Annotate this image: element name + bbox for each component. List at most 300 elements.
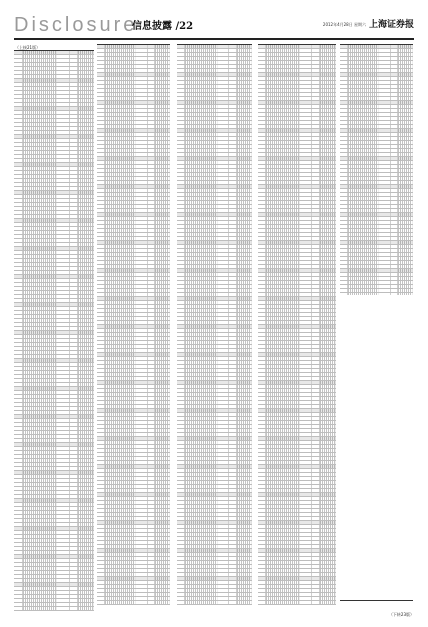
table-cell <box>340 293 348 295</box>
table-cell <box>78 523 94 526</box>
table-cell <box>229 57 237 60</box>
table-cell <box>185 549 218 552</box>
table-cell <box>105 109 137 112</box>
table-cell <box>379 229 390 232</box>
table-cell <box>300 349 312 352</box>
table-cell <box>23 175 58 178</box>
table-cell <box>136 293 147 296</box>
table-cell <box>23 287 58 290</box>
table-cell <box>258 333 266 336</box>
table-cell <box>70 55 79 58</box>
table-cell <box>155 521 170 524</box>
table-cell <box>78 431 94 434</box>
table-cell <box>340 101 348 104</box>
table-cell <box>218 329 230 332</box>
table-cell <box>57 115 69 118</box>
table-cell <box>218 189 230 192</box>
table-cell <box>177 93 185 96</box>
table-cell <box>391 157 399 160</box>
table-cell <box>57 443 69 446</box>
table-cell <box>155 565 170 568</box>
table-cell <box>312 81 320 84</box>
table-cell <box>312 385 320 388</box>
table-cell <box>229 97 237 100</box>
table-cell <box>97 429 105 432</box>
table-cell <box>300 289 312 292</box>
table-cell <box>266 109 300 112</box>
table-cell <box>14 99 23 102</box>
table-cell <box>136 349 147 352</box>
table-cell <box>57 383 69 386</box>
table-cell <box>105 297 137 300</box>
table-cell <box>320 373 336 376</box>
table-cell <box>300 253 312 256</box>
table-cell <box>258 161 266 164</box>
table-cell <box>177 369 185 372</box>
table-cell <box>78 567 94 570</box>
table-cell <box>14 147 23 150</box>
table-cell <box>237 537 252 540</box>
table-cell <box>97 505 105 508</box>
table-cell <box>70 243 79 246</box>
table-cell <box>136 109 147 112</box>
table-cell <box>23 155 58 158</box>
table-cell <box>70 71 79 74</box>
table-cell <box>258 349 266 352</box>
table-cell <box>320 549 336 552</box>
table-cell <box>391 189 399 192</box>
table-cell <box>185 349 218 352</box>
table-cell <box>312 501 320 504</box>
table-cell <box>185 169 218 172</box>
table-cell <box>312 305 320 308</box>
table-cell <box>70 455 79 458</box>
table-cell <box>237 385 252 388</box>
table-cell <box>14 227 23 230</box>
table-cell <box>229 293 237 296</box>
table-cell <box>148 173 156 176</box>
table-cell <box>348 97 380 100</box>
table-cell <box>348 117 380 120</box>
table-cell <box>57 95 69 98</box>
table-cell <box>70 475 79 478</box>
table-cell <box>97 389 105 392</box>
table-cell <box>312 401 320 404</box>
table-cell <box>148 393 156 396</box>
table-cell <box>320 81 336 84</box>
table-cell <box>70 103 79 106</box>
table-cell <box>237 205 252 208</box>
table-cell <box>78 55 94 58</box>
table-cell <box>148 385 156 388</box>
table-cell <box>218 301 230 304</box>
table-cell <box>266 457 300 460</box>
table-cell <box>312 217 320 220</box>
table-cell <box>348 85 380 88</box>
table-cell <box>266 417 300 420</box>
table-cell <box>155 57 170 60</box>
table-cell <box>148 421 156 424</box>
table-cell <box>312 461 320 464</box>
table-cell <box>398 145 413 148</box>
table-cell <box>155 253 170 256</box>
table-cell <box>148 473 156 476</box>
table-cell <box>14 415 23 418</box>
table-cell <box>155 477 170 480</box>
table-cell <box>379 225 390 228</box>
table-cell <box>97 61 105 64</box>
table-cell <box>312 309 320 312</box>
table-cell <box>312 205 320 208</box>
table-cell <box>229 297 237 300</box>
table-cell <box>218 373 230 376</box>
table-cell <box>155 265 170 268</box>
table-cell <box>78 103 94 106</box>
table-cell <box>177 293 185 296</box>
table-cell <box>57 423 69 426</box>
table-cell <box>348 109 380 112</box>
table-cell <box>237 149 252 152</box>
table-cell <box>258 201 266 204</box>
table-cell <box>177 585 185 588</box>
table-cell <box>258 121 266 124</box>
table-cell <box>177 361 185 364</box>
table-cell <box>148 177 156 180</box>
table-cell <box>312 105 320 108</box>
table-cell <box>105 521 137 524</box>
table-cell <box>348 177 380 180</box>
table-cell <box>148 293 156 296</box>
table-cell <box>97 557 105 560</box>
table-cell <box>320 225 336 228</box>
table-cell <box>148 353 156 356</box>
table-cell <box>398 169 413 172</box>
table-cell <box>177 457 185 460</box>
table-cell <box>105 393 137 396</box>
table-cell <box>185 509 218 512</box>
table-cell <box>14 399 23 402</box>
table-cell <box>70 279 79 282</box>
table-cell <box>300 133 312 136</box>
table-cell <box>312 437 320 440</box>
table-cell <box>57 159 69 162</box>
table-cell <box>185 365 218 368</box>
table-cell <box>229 429 237 432</box>
table-cell <box>229 197 237 200</box>
table-cell <box>312 45 320 48</box>
table-cell <box>312 301 320 304</box>
table-cell <box>312 185 320 188</box>
table-cell <box>258 81 266 84</box>
table-cell <box>320 437 336 440</box>
table-cell <box>148 345 156 348</box>
table-cell <box>320 361 336 364</box>
table-cell <box>300 249 312 252</box>
table-cell <box>348 73 380 76</box>
table-cell <box>185 253 218 256</box>
table-cell <box>237 593 252 596</box>
table-cell <box>229 289 237 292</box>
table-cell <box>97 381 105 384</box>
table-cell <box>391 173 399 176</box>
table-cell <box>218 281 230 284</box>
table-cell <box>258 285 266 288</box>
table-cell <box>23 311 58 314</box>
table-cell <box>398 49 413 52</box>
table-cell <box>218 217 230 220</box>
table-cell <box>97 305 105 308</box>
table-cell <box>70 59 79 62</box>
table-cell <box>379 197 390 200</box>
table-cell <box>266 285 300 288</box>
table-cell <box>14 211 23 214</box>
table-cell <box>105 193 137 196</box>
table-cell <box>348 245 380 248</box>
table-cell <box>320 209 336 212</box>
table-cell <box>57 135 69 138</box>
table-cell <box>320 101 336 104</box>
table-cell <box>136 249 147 252</box>
table-cell <box>78 219 94 222</box>
table-cell <box>229 241 237 244</box>
table-cell <box>320 73 336 76</box>
table-cell <box>177 545 185 548</box>
table-cell <box>229 245 237 248</box>
table-cell <box>312 493 320 496</box>
table-cell <box>23 231 58 234</box>
table-cell <box>148 105 156 108</box>
table-cell <box>148 69 156 72</box>
table-cell <box>148 457 156 460</box>
table-cell <box>155 245 170 248</box>
table-cell <box>348 201 380 204</box>
table-cell <box>70 207 79 210</box>
table-cell <box>78 475 94 478</box>
table-cell <box>155 473 170 476</box>
table-cell <box>14 319 23 322</box>
table-cell <box>229 365 237 368</box>
table-cell <box>14 347 23 350</box>
table-cell <box>148 145 156 148</box>
table-cell <box>229 145 237 148</box>
table-cell <box>237 193 252 196</box>
table-cell <box>148 253 156 256</box>
table-cell <box>148 485 156 488</box>
table-cell <box>320 185 336 188</box>
table-cell <box>14 299 23 302</box>
table-cell <box>14 599 23 602</box>
table-cell <box>155 221 170 224</box>
table-cell <box>185 329 218 332</box>
table-cell <box>57 483 69 486</box>
table-cell <box>320 353 336 356</box>
table-cell <box>78 595 94 598</box>
table-cell <box>185 265 218 268</box>
table-cell <box>391 89 399 92</box>
table-cell <box>185 429 218 432</box>
table-cell <box>177 337 185 340</box>
table-cell <box>218 589 230 592</box>
table-cell <box>78 395 94 398</box>
table-cell <box>14 335 23 338</box>
table-cell <box>320 269 336 272</box>
table-cell <box>105 485 137 488</box>
table-cell <box>136 217 147 220</box>
table-cell <box>155 485 170 488</box>
table-cell <box>14 71 23 74</box>
table-cell <box>258 489 266 492</box>
table-cell <box>105 217 137 220</box>
table-cell <box>237 513 252 516</box>
table-cell <box>237 389 252 392</box>
table-cell <box>177 517 185 520</box>
table-cell <box>78 359 94 362</box>
table-cell <box>300 293 312 296</box>
table-cell <box>105 373 137 376</box>
table-cell <box>70 287 79 290</box>
table-cell <box>218 461 230 464</box>
table-cell <box>78 379 94 382</box>
table-cell <box>148 585 156 588</box>
table-cell <box>391 277 399 280</box>
table-cell <box>258 533 266 536</box>
table-cell <box>14 171 23 174</box>
table-cell <box>237 545 252 548</box>
table-cell <box>70 283 79 286</box>
table-cell <box>320 465 336 468</box>
table-cell <box>320 309 336 312</box>
table-cell <box>136 433 147 436</box>
table-cell <box>57 207 69 210</box>
table-cell <box>258 573 266 576</box>
table-cell <box>23 267 58 270</box>
table-cell <box>23 379 58 382</box>
table-cell <box>348 257 380 260</box>
table-cell <box>136 473 147 476</box>
table-cell <box>78 391 94 394</box>
table-cell <box>105 553 137 556</box>
table-cell <box>14 111 23 114</box>
table-cell <box>266 541 300 544</box>
table-cell <box>105 189 137 192</box>
table-cell <box>348 89 380 92</box>
table-cell <box>258 281 266 284</box>
table-cell <box>78 355 94 358</box>
table-cell <box>348 281 380 284</box>
table-cell <box>105 213 137 216</box>
table-cell <box>177 129 185 132</box>
table-cell <box>78 191 94 194</box>
table-cell <box>177 533 185 536</box>
table-cell <box>57 171 69 174</box>
table-cell <box>312 481 320 484</box>
table-cell <box>229 177 237 180</box>
table-cell <box>312 169 320 172</box>
table-cell <box>320 265 336 268</box>
table-cell <box>23 75 58 78</box>
table-cell <box>177 181 185 184</box>
table-cell <box>237 517 252 520</box>
table-cell <box>105 285 137 288</box>
table-cell <box>266 357 300 360</box>
table-cell <box>391 245 399 248</box>
table-cell <box>155 185 170 188</box>
table-cell <box>237 357 252 360</box>
table-cell <box>320 117 336 120</box>
table-cell <box>300 141 312 144</box>
table-cell <box>57 291 69 294</box>
table-cell <box>398 237 413 240</box>
table-cell <box>105 245 137 248</box>
table-cell <box>78 139 94 142</box>
table-cell <box>320 257 336 260</box>
table-cell <box>218 385 230 388</box>
table-cell <box>23 487 58 490</box>
table-cell <box>177 377 185 380</box>
table-cell <box>320 77 336 80</box>
table-cell <box>78 183 94 186</box>
table-cell <box>340 45 348 48</box>
table-cell <box>229 153 237 156</box>
table-cell <box>391 233 399 236</box>
table-cell <box>185 369 218 372</box>
table-cell <box>237 141 252 144</box>
table-cell <box>312 557 320 560</box>
table-cell <box>312 553 320 556</box>
table-cell <box>70 75 79 78</box>
table-cell <box>379 57 390 60</box>
table-cell <box>348 69 380 72</box>
table-cell <box>155 65 170 68</box>
table-cell <box>97 205 105 208</box>
table-cell <box>185 485 218 488</box>
table-cell <box>23 567 58 570</box>
table-cell <box>14 423 23 426</box>
table-cell <box>218 517 230 520</box>
table-cell <box>300 101 312 104</box>
table-cell <box>218 493 230 496</box>
table-cell <box>300 537 312 540</box>
table-cell <box>70 271 79 274</box>
table-cell <box>312 569 320 572</box>
table-cell <box>300 381 312 384</box>
table-cell <box>391 285 399 288</box>
table-cell <box>398 253 413 256</box>
table-cell <box>312 117 320 120</box>
table-cell <box>57 211 69 214</box>
table-cell <box>97 121 105 124</box>
table-cell <box>266 129 300 132</box>
table-cell <box>105 73 137 76</box>
table-cell <box>258 249 266 252</box>
table-cell <box>57 435 69 438</box>
table-cell <box>379 141 390 144</box>
table-cell <box>57 283 69 286</box>
table-cell <box>312 329 320 332</box>
table-cell <box>177 577 185 580</box>
table-cell <box>57 219 69 222</box>
table-cell <box>136 409 147 412</box>
table-cell <box>185 465 218 468</box>
table-cell <box>57 51 69 54</box>
table-cell <box>177 565 185 568</box>
table-cell <box>312 157 320 160</box>
table-cell <box>78 335 94 338</box>
continuation-footer: （下转23版） <box>388 612 414 617</box>
table-cell <box>218 521 230 524</box>
table-cell <box>177 205 185 208</box>
table-cell <box>57 583 69 586</box>
